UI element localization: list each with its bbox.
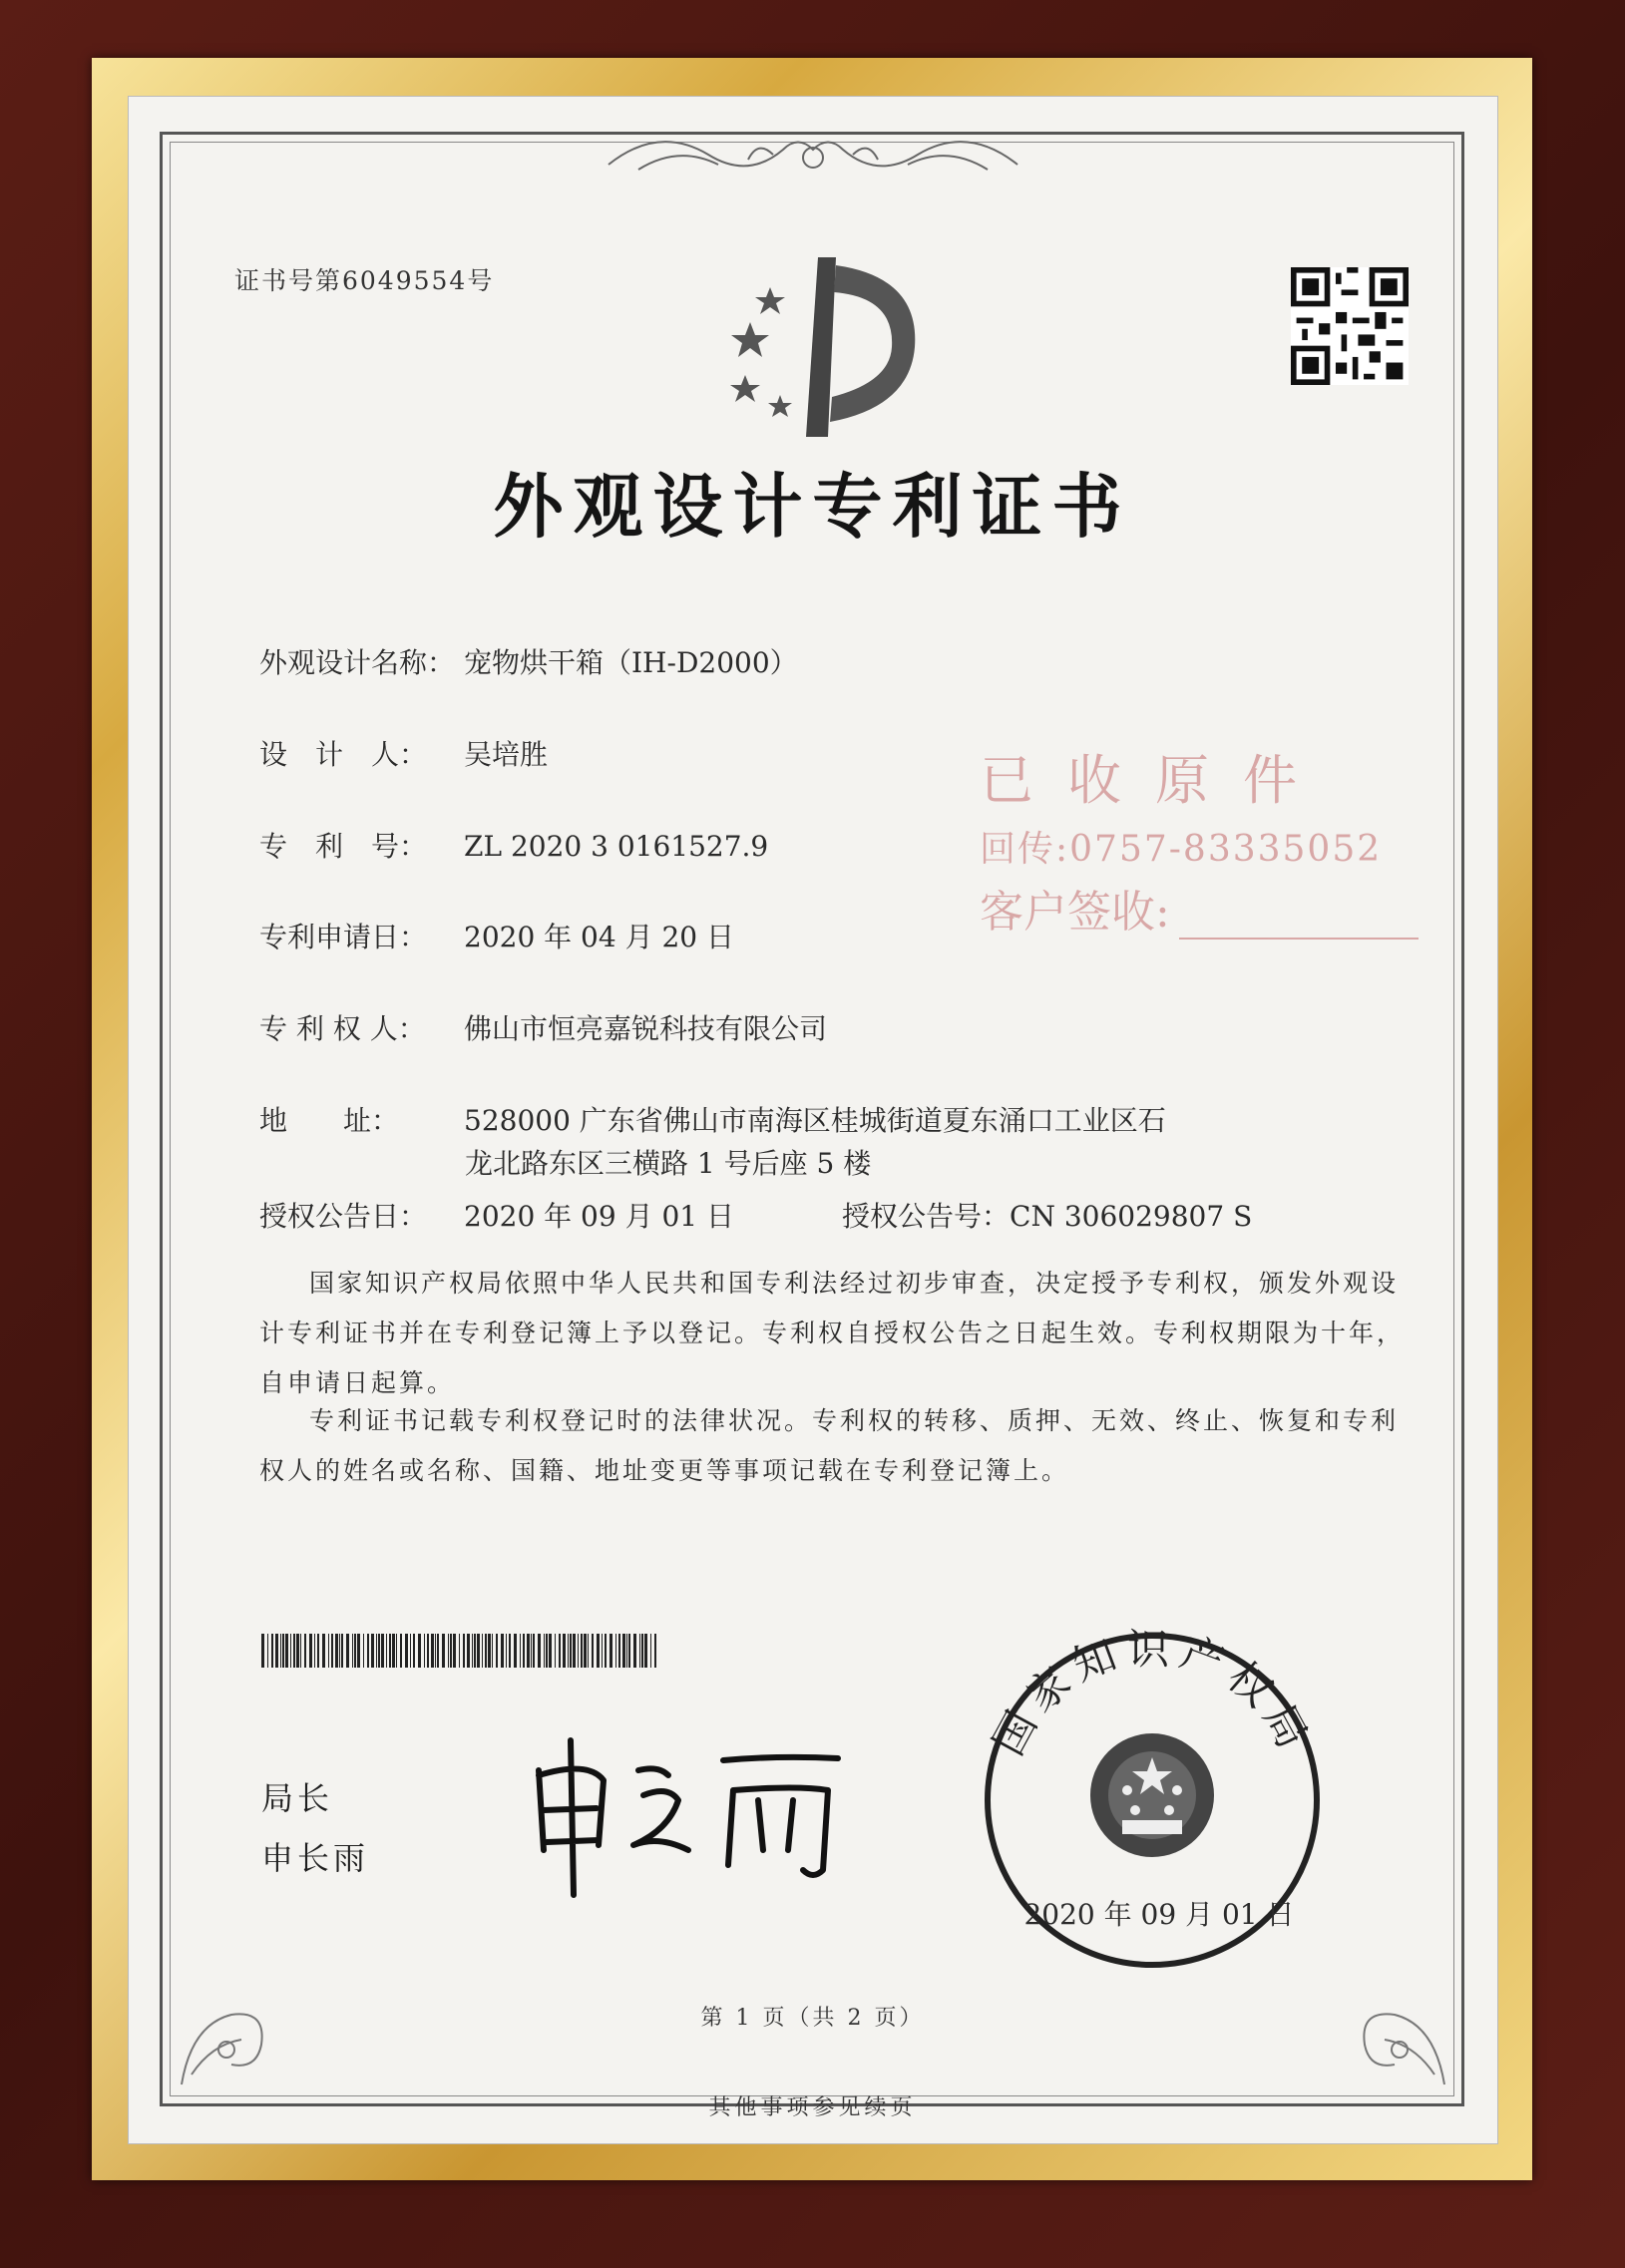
field-value: 2020 年 04 月 20 日 [464, 921, 735, 953]
seal-text: 国家知识产权局 [983, 1626, 1322, 1763]
body-paragraph-2: 专利证书记载专利权登记时的法律状况。专利权的转移、质押、无效、终止、恢复和专利权人的姓名或名称、国籍、地址变更等事项记载在专利登记簿上。 [259, 1406, 1400, 1485]
field-label: 外观设计名称： [259, 646, 456, 679]
field-design-name [259, 641, 798, 681]
director-signature [519, 1730, 858, 1900]
field-publication-number [842, 1195, 1252, 1235]
field-value: 2020 年 09 月 01 日 [464, 1200, 735, 1233]
field-application-date [259, 916, 734, 955]
field-label: 专 利 号： [259, 830, 428, 863]
field-label: 设 计 人： [259, 738, 428, 771]
footer-note: 其他事项参见续页 [708, 2095, 917, 2120]
field-value: CN 306029807 S [1010, 1200, 1253, 1233]
received-stamp-line1: 已收原件 [980, 749, 1331, 812]
field-value: 吴培胜 [464, 738, 549, 771]
field-designer [259, 733, 548, 773]
field-value: 528000 广东省佛山市南海区桂城街道夏东涌口工业区石 [464, 1104, 1166, 1137]
field-label: 专 利 权 人： [259, 1012, 426, 1045]
patent-office-emblem-icon [710, 257, 940, 437]
field-address [259, 1099, 1166, 1139]
page-title: 外观设计专利证书 [493, 465, 1132, 548]
field-patent-number [259, 825, 768, 865]
field-label: 地 址： [259, 1104, 400, 1137]
field-value: ZL 2020 3 0161527.9 [464, 830, 769, 863]
certificate-number: 证书号第6049554号 [234, 266, 495, 295]
barcode-icon [261, 1634, 660, 1668]
field-label: 授权公告日： [259, 1200, 428, 1233]
national-emblem-icon [1090, 1733, 1214, 1857]
field-value: 佛山市恒亮嘉锐科技有限公司 [464, 1012, 828, 1045]
signature-line [1179, 938, 1419, 940]
seal-date: 2020 年 09 月 01 日 [1023, 1898, 1295, 1931]
qr-code-icon [1291, 267, 1409, 385]
received-stamp-line3: 客户签收: [980, 887, 1170, 938]
director-title: 局长 [261, 1779, 334, 1817]
received-stamp-line2: 回传:0757-83335052 [980, 829, 1383, 870]
field-value: 宠物烘干箱（IH-D2000） [464, 646, 798, 679]
body-paragraph-1: 国家知识产权局依照中华人民共和国专利法经过初步审查，决定授予专利权，颁发外观设计专利证书并在专利登记簿上予以登记。专利权自授权公告之日起生效。专利权期限为十年，自申请日起算。 [259, 1269, 1406, 1397]
field-label: 授权公告号： [842, 1200, 1011, 1233]
director-name: 申长雨 [261, 1839, 370, 1877]
field-grant-date [259, 1195, 734, 1235]
field-address-line2: 龙北路东区三横路 1 号后座 5 楼 [465, 1147, 872, 1180]
top-ornament [599, 120, 1027, 189]
field-label: 专利申请日： [259, 921, 428, 953]
field-patentee [259, 1007, 827, 1047]
received-stamp [980, 738, 1382, 940]
page-number: 第 1 页（共 2 页） [700, 2006, 925, 2031]
